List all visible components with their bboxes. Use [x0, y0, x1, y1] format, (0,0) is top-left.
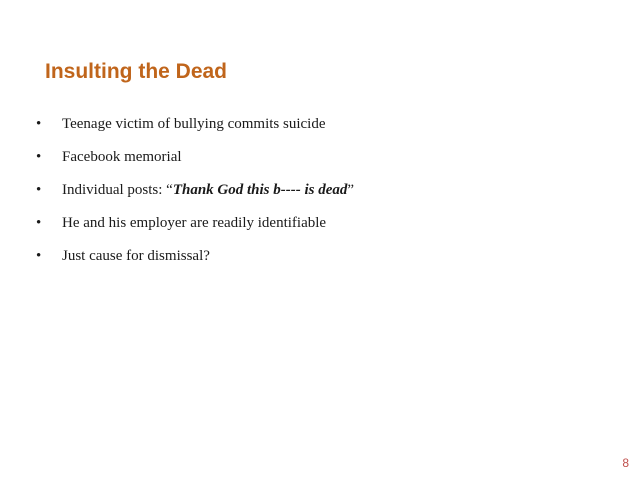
bullet-item	[36, 215, 326, 232]
bullet-icon: •	[36, 116, 42, 132]
bullet-text: Just cause for dismissal?	[62, 248, 210, 264]
bullet-text: He and his employer are readily identifiable	[62, 215, 327, 231]
bullet-text-suffix: ”	[347, 182, 355, 198]
bullet-item	[36, 182, 354, 199]
bullet-text: Teenage victim of bullying commits suicide	[62, 116, 326, 132]
bullet-item	[36, 116, 325, 133]
bullet-icon: •	[36, 149, 42, 165]
bullet-icon: •	[36, 248, 42, 264]
quoted-post: Thank God this b---- is dead	[172, 182, 348, 198]
bullet-icon: •	[36, 182, 42, 198]
bullet-text-prefix: Individual posts: “	[62, 182, 173, 198]
bullet-text: Facebook memorial	[62, 149, 182, 165]
page-number: 8	[622, 456, 629, 470]
slide-title: Insulting the Dead	[45, 60, 228, 83]
bullet-item	[36, 149, 182, 166]
bullet-icon: •	[36, 215, 42, 231]
bullet-item	[36, 248, 210, 265]
